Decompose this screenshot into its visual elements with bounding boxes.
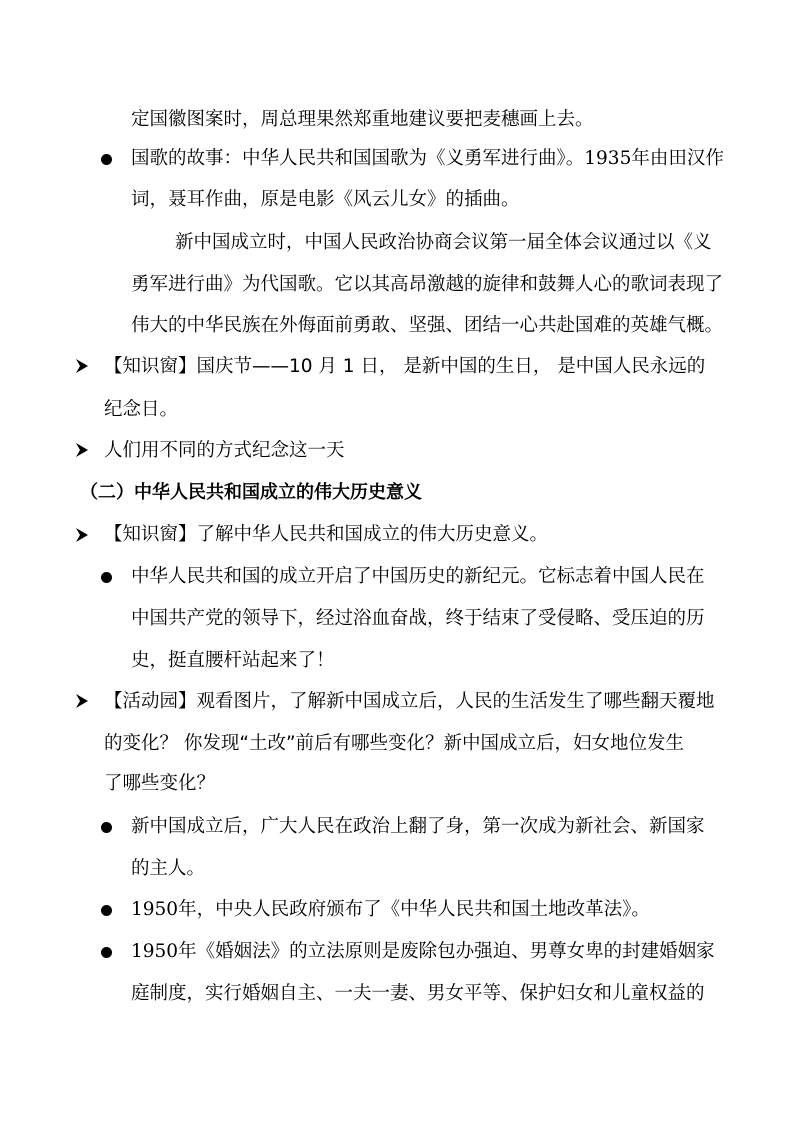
section-heading: （二）中华人民共和国成立的伟大历史意义 xyxy=(80,482,422,503)
arrow-bullet-icon xyxy=(75,527,89,543)
text-line: 勇军进行曲》为代国歌。它以其高昂激越的旋律和鼓舞人心的歌词表现了 xyxy=(131,274,724,295)
bullet-dot-icon xyxy=(101,905,112,916)
text-line: 史，挺直腰杆站起来了！ xyxy=(131,650,335,671)
text-line: 【活动园】观看图片，了解新中国成立后，人民的生活发生了哪些翻天覆地 xyxy=(104,691,715,712)
text-line: 定国徽图案时，周总理果然郑重地建议要把麦穗画上去。 xyxy=(131,109,594,130)
text-line: 新中国成立后，广大人民在政治上翻了身，第一次成为新社会、新国家 xyxy=(131,816,705,837)
text-line: 的主人。 xyxy=(131,858,206,879)
text-line: 人们用不同的方式纪念这一天 xyxy=(104,440,345,461)
arrow-bullet-icon xyxy=(75,693,89,709)
text-line: 中华人民共和国的成立开启了中国历史的新纪元。它标志着中国人民在 xyxy=(131,566,705,587)
bullet-dot-icon xyxy=(101,154,112,165)
text-line: 了哪些变化？ xyxy=(104,773,216,794)
text-line: 纪念日。 xyxy=(104,399,179,420)
text-line: 1950年，中央人民政府颁布了《中华人民共和国土地改革法》。 xyxy=(131,899,650,920)
text-line: 词，聂耳作曲，原是电影《风云儿女》的插曲。 xyxy=(131,189,520,210)
arrow-bullet-icon xyxy=(75,358,89,374)
text-line: 新中国成立时，中国人民政治协商会议第一届全体会议通过以《义 xyxy=(175,232,712,253)
text-line: 国歌的故事：中华人民共和国国歌为《义勇军进行曲》。1935年由田汉作 xyxy=(131,148,724,169)
bullet-dot-icon xyxy=(101,947,112,958)
text-line: 的变化？ 你发现“土改”前后有哪些变化？新中国成立后，妇女地位发生 xyxy=(104,733,685,754)
text-line: 中国共产党的领导下，经过浴血奋战，终于结束了受侵略、受压迫的历 xyxy=(131,608,705,629)
text-line: 【知识窗】了解中华人民共和国成立的伟大历史意义。 xyxy=(104,524,549,545)
bullet-dot-icon xyxy=(101,822,112,833)
text-line: 伟大的中华民族在外侮面前勇敢、坚强、团结一心共赴国难的英雄气概。 xyxy=(131,315,724,336)
bullet-dot-icon xyxy=(101,572,112,583)
arrow-bullet-icon xyxy=(75,442,89,458)
text-line: 庭制度，实行婚姻自主、一夫一妻、男女平等、保护妇女和儿童权益的 xyxy=(131,983,705,1004)
text-line: 1950年《婚姻法》的立法原则是废除包办强迫、男尊女卑的封建婚姻家 xyxy=(131,941,715,962)
text-line: 【知识窗】国庆节——10 月 1 日， 是新中国的生日， 是中国人民永远的 xyxy=(104,356,706,377)
